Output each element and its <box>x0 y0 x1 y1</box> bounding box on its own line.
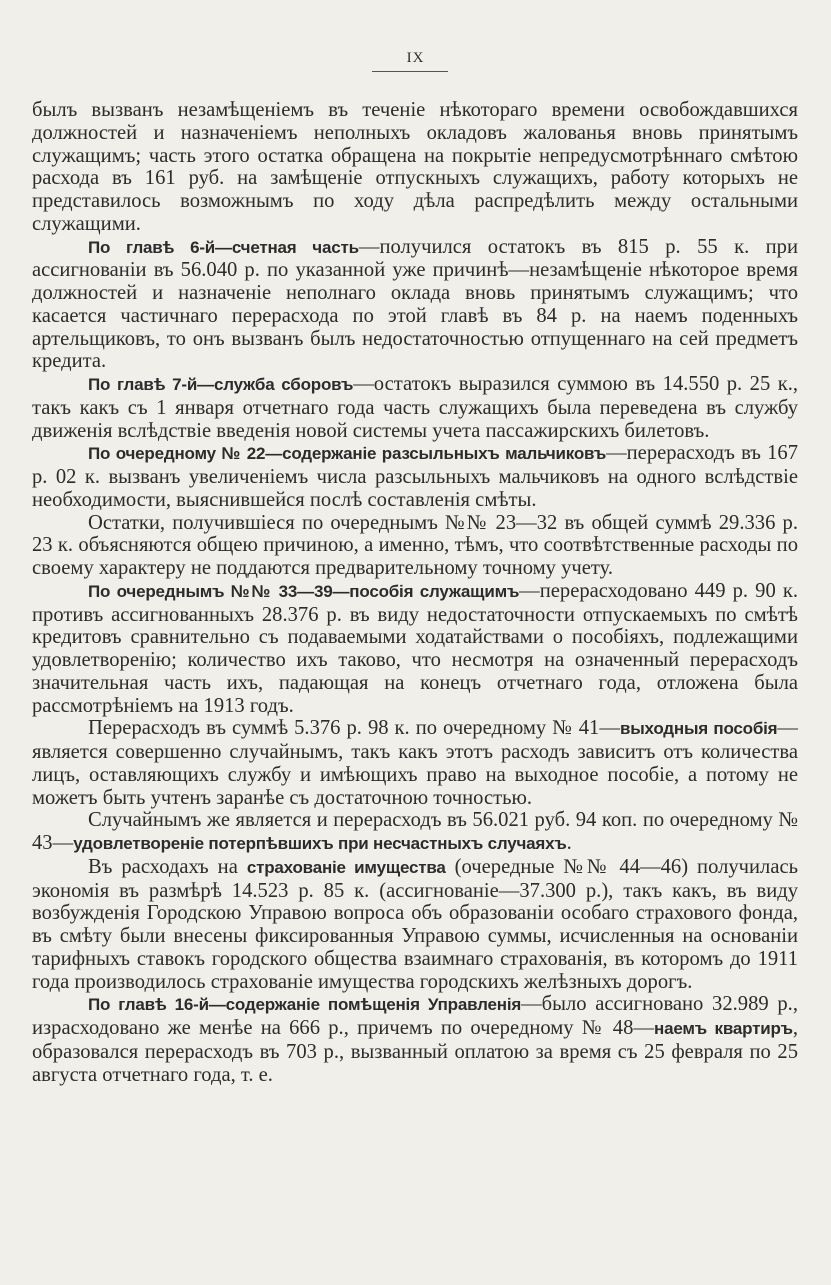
section-heading: По главѣ 6-й—счетная часть <box>88 237 359 257</box>
section-heading: По очереднымъ №№ 33—39—пособія служащимъ <box>88 581 520 601</box>
text-run: Случайнымъ же является и перерасходъ въ 56.021 руб. 94 коп. по очередному № 43— <box>32 809 798 854</box>
text-run: Остатки, получившіеся по очереднымъ №№ 23—32 въ общей суммѣ 29.336 р. 23 к. объясняются общею причиною, а именно, тѣмъ, что соотвѣтственные расходы по своему характеру не поддаются предварительному точному учету. <box>32 511 798 579</box>
paragraph <box>32 512 798 580</box>
text-run: —получился остатокъ въ 815 р. 55 к. при ассигнованіи въ 56.040 р. по указанной уже причинѣ—незамѣщеніе нѣкоторое время должностей и назначеніе неполнаго оклада вновь принятымъ служащимъ; что касается частичнаго перерасхода по этой главѣ въ 84 р. на наемъ поденныхъ артельщиковъ, то онъ вызванъ былъ недостаточностью отпущеннаго на сей предметъ кредита. <box>32 235 798 373</box>
paragraph <box>32 856 798 994</box>
text-run: (очередные №№ 44—46) получилась экономія въ размѣрѣ 14.523 р. 85 к. (ассигнованіе—37.300 р.), такъ какъ, въ виду возбужденія Городскою Управою вопроса объ образованіи особаго страхового фонда, въ смѣту были внесены фиксированныя Управою суммы, исчисленныя на основаніи тарифныхъ ставокъ городского общества взаимнаго страхованія, въ которомъ до 1911 года производилось страхованіе имущества городскихъ желѣзныхъ дорогъ. <box>32 855 798 993</box>
paragraph <box>32 236 798 374</box>
paragraph <box>32 809 798 856</box>
text-run: . <box>566 832 572 854</box>
text-run: —перерасходовано 449 р. 90 к. противъ ассигнованныхъ 28.376 р. въ виду недостаточности отпускаемыхъ по смѣтѣ кредитовъ сравнительно съ подаваемыми ходатайствами о пособіяхъ, подлежащими удовлетворенію; количество ихъ таково, что несмотря на означенный перерасходъ значительная часть ихъ, падающая на конецъ отчетнаго года, отложена была рассмотрѣніемъ на 1913 годъ. <box>32 579 798 717</box>
header-rule <box>372 71 448 72</box>
text-run: —перерасходъ въ 167 р. 02 к. вызванъ увеличеніемъ числа разсыльныхъ мальчиковъ на одного вслѣдствіе необходимости, выяснившейся послѣ составленія смѣты. <box>32 442 798 511</box>
section-heading: удовлетвореніе потерпѣвшихъ при несчастныхъ случаяхъ <box>73 834 567 853</box>
section-heading: По очередному № 22—содержаніе разсыльныхъ мальчиковъ <box>88 444 607 464</box>
section-heading: наемъ квартиръ <box>654 1019 793 1038</box>
section-heading: По главѣ 16-й—содержаніе помѣщенія Управленія <box>88 995 522 1015</box>
section-heading: страхованіе имущества <box>246 857 446 877</box>
text-run: , образовался перерасходъ въ 703 р., вызванный оплатою за время съ 25 февраля по 25 августа отчетнаго года, т. е. <box>32 1017 799 1086</box>
paragraph <box>32 580 798 718</box>
section-heading: выходныя пособія <box>619 719 778 739</box>
text-run: —является совершенно случайнымъ, такъ какъ этотъ расходъ зависитъ отъ количества лицъ, оставляющихъ службу и имѣющихъ право на выходное пособіе, а потому не можетъ быть учтенъ заранѣе съ достаточною точностью. <box>32 717 798 809</box>
body-text <box>32 99 798 1086</box>
section-heading: По главѣ 7-й—служба сборовъ <box>88 375 354 394</box>
paragraph <box>32 442 798 511</box>
page-number: IX <box>406 50 425 66</box>
paragraph <box>32 373 798 442</box>
text-run: —было ассигновано 32.989 р., израсходовано же менѣе на 666 р., причемъ по очередному № 48— <box>32 993 798 1039</box>
text-run: Въ расходахъ на <box>88 855 247 878</box>
text-run: Перерасходъ въ суммѣ 5.376 р. 98 к. по очередному № 41— <box>88 717 620 740</box>
text-run: былъ вызванъ незамѣщеніемъ въ теченіе нѣкотораго времени освобождавшихся должностей и назначеніемъ неполныхъ окладовъ жалованья вновь принятымъ служащимъ; часть этого остатка обращена на покрытіе непредусмотрѣннаго смѣтою расхода въ 161 руб. на замѣщеніе отпускныхъ служащихъ, работу которыхъ не представилось возможнымъ по ходу дѣла распредѣлить между остальными служащими. <box>32 99 798 235</box>
text-run: —остатокъ выразился суммою въ 14.550 р. 25 к., такъ какъ съ 1 января отчетнаго года часть служащихъ была переведена въ службу движенія вслѣдствіе введенія новой системы учета пассажирскихъ билетовъ. <box>32 373 799 442</box>
paragraph <box>32 993 798 1086</box>
paragraph <box>32 99 798 236</box>
paragraph <box>32 717 798 809</box>
